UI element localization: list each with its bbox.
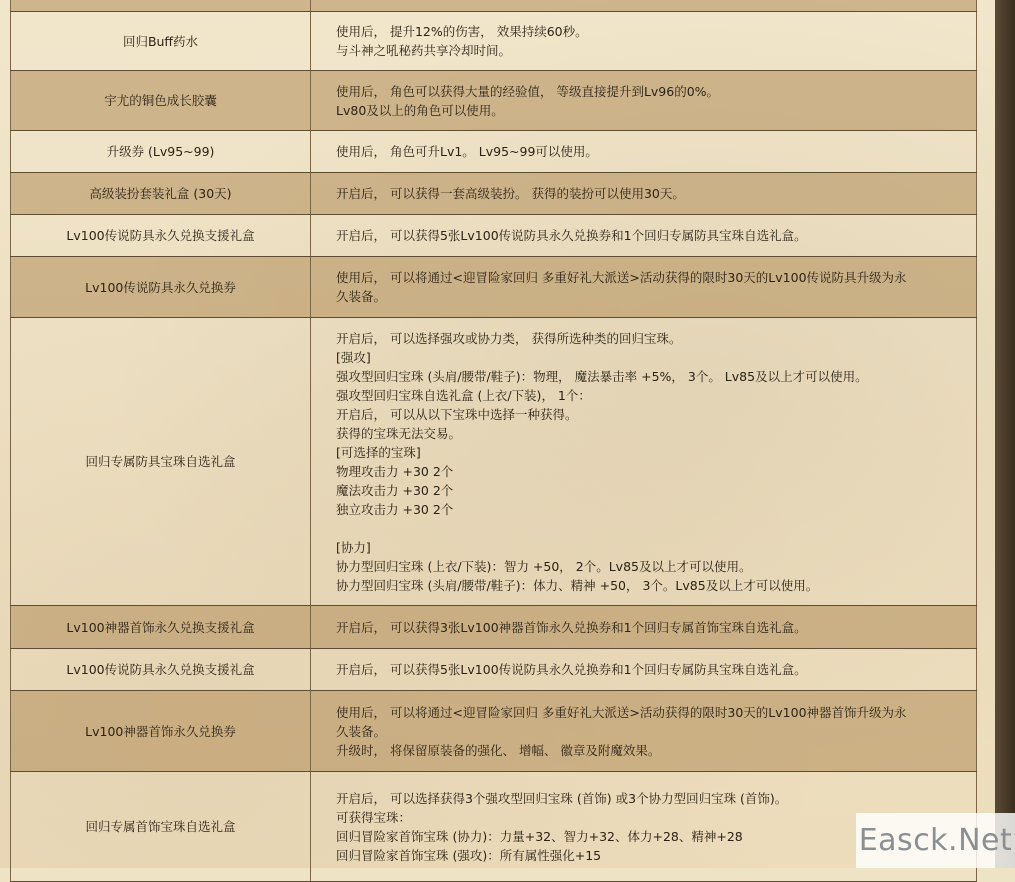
description-line: 开启后， 可以获得5张Lv100传说防具永久兑换券和1个回归专属防具宝珠自选礼盒。 xyxy=(336,228,807,243)
description-line: 使用后， 可以将通过<迎冒险家回归 多重好礼大派送>活动获得的限时30天的Lv100传说防具升级为永 xyxy=(336,270,907,285)
description-line: 与斗神之吼秘药共享冷却时间。 xyxy=(336,43,512,58)
description-line: 开启后， 可以获得一套高级装扮。 获得的装扮可以使用30天。 xyxy=(336,186,685,201)
item-name-cell: 回归Buff药水 xyxy=(11,12,311,71)
description-line: 使用后， 可以将通过<迎冒险家回归 多重好礼大派送>活动获得的限时30天的Lv100神器首饰升级为永 xyxy=(336,704,907,720)
description-line: 使用后， 角色可升Lv1。 Lv95~99可以使用。 xyxy=(336,144,598,159)
right-border-bar xyxy=(995,0,1015,868)
table-row xyxy=(11,215,977,257)
description-line: 魔法攻击力 +30 2个 xyxy=(336,482,454,498)
description-line: 回归冒险家首饰宝珠 (强攻)：所有属性强化+15 xyxy=(336,847,602,863)
description-line: 开启后， 可以获得3张Lv100神器首饰永久兑换券和1个回归专属首饰宝珠自选礼盒。 xyxy=(336,619,807,635)
item-description-cell xyxy=(311,12,977,71)
item-name-cell: 高级装扮套装礼盒 (30天) xyxy=(11,173,311,215)
description-line: 协力型回归宝珠 (上衣/下装)：智力 +50， 2个。Lv85及以上才可以使用。 xyxy=(336,558,752,574)
item-description-cell xyxy=(311,606,977,649)
item-description-cell xyxy=(311,649,977,691)
description-line: 开启后， 可以选择强攻或协力类， 获得所选种类的回归宝珠。 xyxy=(336,330,682,346)
item-name-cell: 升级券 (Lv95~99) xyxy=(11,131,311,173)
item-description-cell xyxy=(311,318,977,606)
table-row xyxy=(11,772,977,882)
description-line: 获得的宝珠无法交易。 xyxy=(336,425,462,441)
table-row xyxy=(11,0,977,12)
description-line: 久装备。 xyxy=(336,289,387,304)
description-line: 独立攻击力 +30 2个 xyxy=(336,501,454,517)
description-line: 物理攻击力 +30 2个 xyxy=(336,463,454,479)
table-row xyxy=(11,318,977,606)
item-name-cell xyxy=(11,0,311,12)
item-name-cell: Lv100神器首饰永久兑换支援礼盒 xyxy=(11,606,311,649)
description-line: 开启后， 可以选择获得3个强攻型回归宝珠 (首饰) 或3个协力型回归宝珠 (首饰)。 xyxy=(336,790,788,806)
table-row xyxy=(11,257,977,318)
description-line: [协力] xyxy=(336,539,371,555)
description-line: 开启后， 可以从以下宝珠中选择一种获得。 xyxy=(336,406,578,422)
table-row xyxy=(11,131,977,173)
item-description-cell xyxy=(311,0,977,12)
description-line: 回归冒险家首饰宝珠 (协力)：力量+32、智力+32、体力+28、精神+28 xyxy=(336,828,743,844)
item-table-body xyxy=(11,0,977,882)
item-name-cell: Lv100传说防具永久兑换支援礼盒 xyxy=(11,649,311,691)
item-description-cell xyxy=(311,131,977,173)
item-name-cell: Lv100传说防具永久兑换支援礼盒 xyxy=(11,215,311,257)
item-description-cell xyxy=(311,173,977,215)
table-row xyxy=(11,691,977,772)
description-line: 强攻型回归宝珠 (头肩/腰带/鞋子)：物理， 魔法暴击率 +5%， 3个。 Lv85及以上才可以使用。 xyxy=(336,368,868,384)
description-line: Lv80及以上的角色可以使用。 xyxy=(336,102,504,118)
table-row xyxy=(11,606,977,649)
description-line: 使用后， 提升12%的伤害， 效果持续60秒。 xyxy=(336,24,588,39)
item-name-cell: Lv100神器首饰永久兑换券 xyxy=(11,691,311,772)
item-description-cell xyxy=(311,257,977,318)
description-line: 开启后， 可以获得5张Lv100传说防具永久兑换券和1个回归专属防具宝珠自选礼盒。 xyxy=(336,662,807,677)
description-line xyxy=(336,0,958,11)
watermark-logo: Easck.Net xyxy=(856,813,1015,868)
description-line: [强攻] xyxy=(336,349,371,365)
description-line: [可选择的宝珠] xyxy=(336,444,421,460)
item-name-cell: 宇尤的铜色成长胶囊 xyxy=(11,71,311,131)
description-line: 协力型回归宝珠 (头肩/腰带/鞋子)：体力、精神 +50， 3个。Lv85及以上才可以使用。 xyxy=(336,577,819,593)
description-line: 强攻型回归宝珠自选礼盒 (上衣/下装)， 1个： xyxy=(336,387,591,403)
item-name-cell: Lv100传说防具永久兑换券 xyxy=(11,257,311,318)
item-name-cell: 回归专属防具宝珠自选礼盒 xyxy=(11,318,311,606)
description-line xyxy=(336,519,958,538)
item-description-cell xyxy=(311,215,977,257)
table-row xyxy=(11,173,977,215)
table-row xyxy=(11,71,977,131)
item-name-cell: 回归专属首饰宝珠自选礼盒 xyxy=(11,772,311,882)
item-description-cell xyxy=(311,71,977,131)
description-line: 可获得宝珠： xyxy=(336,809,412,825)
item-description-cell xyxy=(311,691,977,772)
table-row xyxy=(11,12,977,71)
description-line: 使用后， 角色可以获得大量的经验值， 等级直接提升到Lv96的0%。 xyxy=(336,83,720,99)
table-row xyxy=(11,649,977,691)
description-line: 久装备。 xyxy=(336,723,387,739)
description-line: 升级时， 将保留原装备的强化、 增幅、 徽章及附魔效果。 xyxy=(336,742,661,758)
item-table xyxy=(10,0,977,882)
